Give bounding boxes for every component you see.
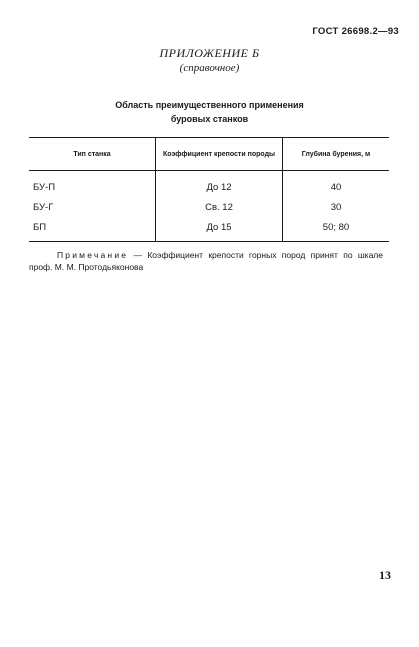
column-header-rock-strength: Коэффициент крепости породы (156, 138, 283, 171)
appendix-label: ПРИЛОЖЕНИЕ Б (159, 46, 260, 60)
page-number: 13 (379, 568, 391, 582)
table-row (29, 217, 389, 242)
column-header-drilling-depth: Глубина бурения, м (283, 138, 390, 171)
cell-rock-strength: До 15 (156, 217, 283, 242)
appendix-heading (0, 46, 419, 74)
cell-drilling-depth: 40 (283, 171, 390, 198)
cell-rock-strength: Св. 12 (156, 197, 283, 217)
table-row (29, 197, 389, 217)
cell-rock-strength: До 12 (156, 171, 283, 198)
table-header-row (29, 138, 389, 171)
table-title (0, 98, 419, 126)
drilling-rigs-table (29, 137, 389, 242)
appendix-type: (справочное) (179, 62, 240, 74)
cell-rig-type: БУ-Г (33, 201, 54, 213)
column-header-rig-type: Тип станка (29, 138, 156, 171)
table-row (29, 171, 389, 198)
table-note (29, 249, 383, 273)
cell-rig-type: БУ-П (33, 181, 56, 193)
cell-drilling-depth: 30 (283, 197, 390, 217)
document-standard-number: ГОСТ 26698.2—93 (312, 26, 399, 37)
cell-rig-type: БП (29, 217, 156, 242)
table-title-line-2: буровых станков (170, 114, 249, 124)
table-title-line-1: Область преимущественного применения (115, 100, 304, 110)
note-text: — Коэффициент крепости горных пород принят по шкале проф. М. М. Протодьяконова (29, 250, 383, 272)
note-label: Примечание (57, 250, 129, 260)
cell-drilling-depth: 50; 80 (283, 217, 390, 242)
